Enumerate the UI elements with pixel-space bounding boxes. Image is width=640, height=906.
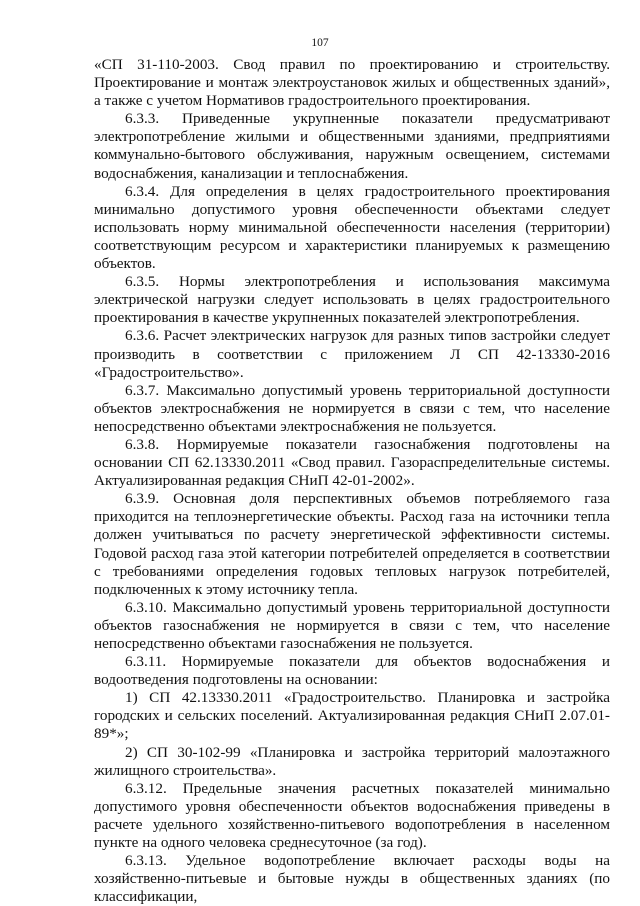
list-item-2: 2) СП 30-102-99 «Планировка и застройка территорий малоэтажного жилищного строительства».: [94, 743, 610, 779]
paragraph-6-3-12: 6.3.12. Предельные значения расчетных показателей минимально допустимого уровня обеспеченности объектов водоснабжения приведены в расчете удельного хозяйственно-питьевого водопотребления в населенном пункте на одного человека среднесуточное (за год).: [94, 779, 610, 852]
paragraph-6-3-5: 6.3.5. Нормы электропотребления и использования максимума электрической нагрузки следует использовать в целях градостроительного проектирования в качестве укрупненных показателей электропотребления.: [94, 273, 610, 327]
paragraph-6-3-11: 6.3.11. Нормируемые показатели для объектов водоснабжения и водоотведения подготовлены на основании:: [94, 653, 610, 689]
list-item-1: 1) СП 42.13330.2011 «Градостроительство. Планировка и застройка городских и сельских поселений. Актуализированная редакция СНиП 2.07.01-89*»;: [94, 689, 610, 743]
paragraph-6-3-10: 6.3.10. Максимально допустимый уровень территориальной доступности объектов газоснабжения не нормируется в связи с тем, что население непосредственно объектами газоснабжения не пользуется.: [94, 598, 610, 652]
paragraph-6-3-8: 6.3.8. Нормируемые показатели газоснабжения подготовлены на основании СП 62.13330.2011 «Свод правил. Газораспределительные системы. Актуализированная редакция СНиП 42-01-2002».: [94, 435, 610, 490]
page-number: 107: [311, 37, 329, 49]
paragraph-6-3-6: 6.3.6. Расчет электрических нагрузок для разных типов застройки следует производить в соответствии с приложением Л СП 42-13330-2016 «Градостроительство».: [94, 327, 610, 381]
paragraph-6-3-4: 6.3.4. Для определения в целях градостроительного проектирования минимально допустимого уровня обеспеченности объектами следует использовать норму минимальной обеспеченности населения (территории) соответствующим ресурсом и характеристики планируемых к размещению объектов.: [94, 182, 610, 273]
paragraph-6-3-9: 6.3.9. Основная доля перспективных объемов потребляемого газа приходится на теплоэнергетические объекты. Расход газа на источники тепла должен учитываться по расчету энергетической эффективности системы. Годовой расход газа этой категории потребителей определяется в соответствии с требованиями определения годовых тепловых нагрузок потребителей, подключенных к этому источнику тепла.: [94, 490, 610, 598]
paragraph-continuation: «СП 31-110-2003. Свод правил по проектированию и строительству. Проектирование и монтаж электроустановок жилых и общественных зданий», а также с учетом Нормативов градостроительного проектирования.: [94, 56, 610, 110]
paragraph-6-3-3: 6.3.3. Приведенные укрупненные показатели предусматривают электропотребление жилыми и общественными зданиями, предприятиями коммунально-бытового обслуживания, наружным освещением, системами водоснабжения, канализации и теплоснабжения.: [94, 110, 610, 182]
paragraph-6-3-13: 6.3.13. Удельное водопотребление включает расходы воды на хозяйственно-питьевые и бытовые нужды в общественных зданиях (по классификации,: [94, 852, 610, 906]
paragraph-6-3-7: 6.3.7. Максимально допустимый уровень территориальной доступности объектов электроснабжения не нормируется в связи с тем, что население непосредственно объектами электроснабжения не пользуется.: [94, 381, 610, 435]
document-body: [94, 56, 610, 906]
